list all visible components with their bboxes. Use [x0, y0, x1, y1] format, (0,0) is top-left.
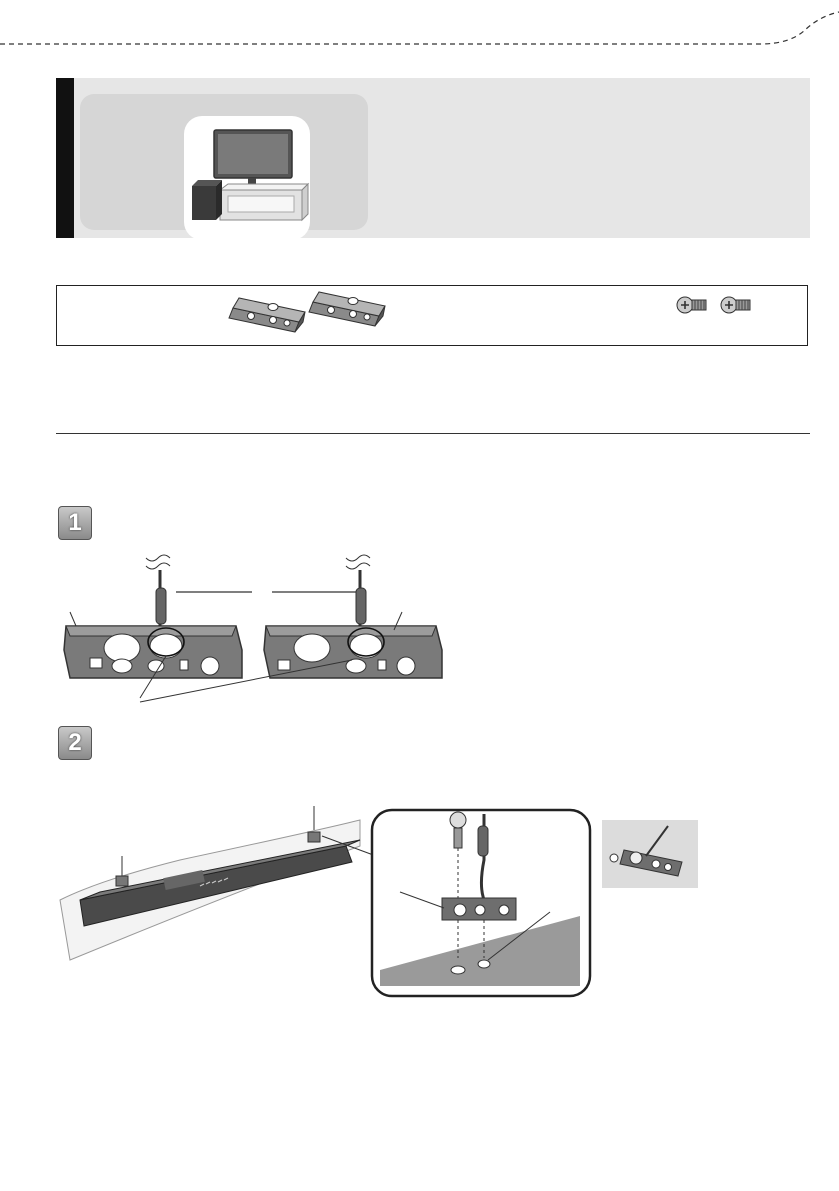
supplied-parts-box: [56, 285, 808, 346]
header-icon-panel: [80, 94, 368, 230]
tv-on-stand-with-speaker-bar-icon: [184, 116, 310, 240]
header-accent-bar: [56, 78, 74, 238]
cut-line: [0, 0, 839, 50]
header-band: [56, 78, 810, 238]
section-divider: [56, 433, 810, 434]
screw-icon: [672, 290, 762, 320]
wall-bracket-icon: [225, 292, 395, 342]
step-2-badge: 2: [58, 726, 92, 760]
bracket-with-hanging-cord-illustration: [56, 550, 456, 710]
bracket-screw-reference-icon: [602, 820, 698, 888]
step-1-badge: 1: [58, 506, 92, 540]
